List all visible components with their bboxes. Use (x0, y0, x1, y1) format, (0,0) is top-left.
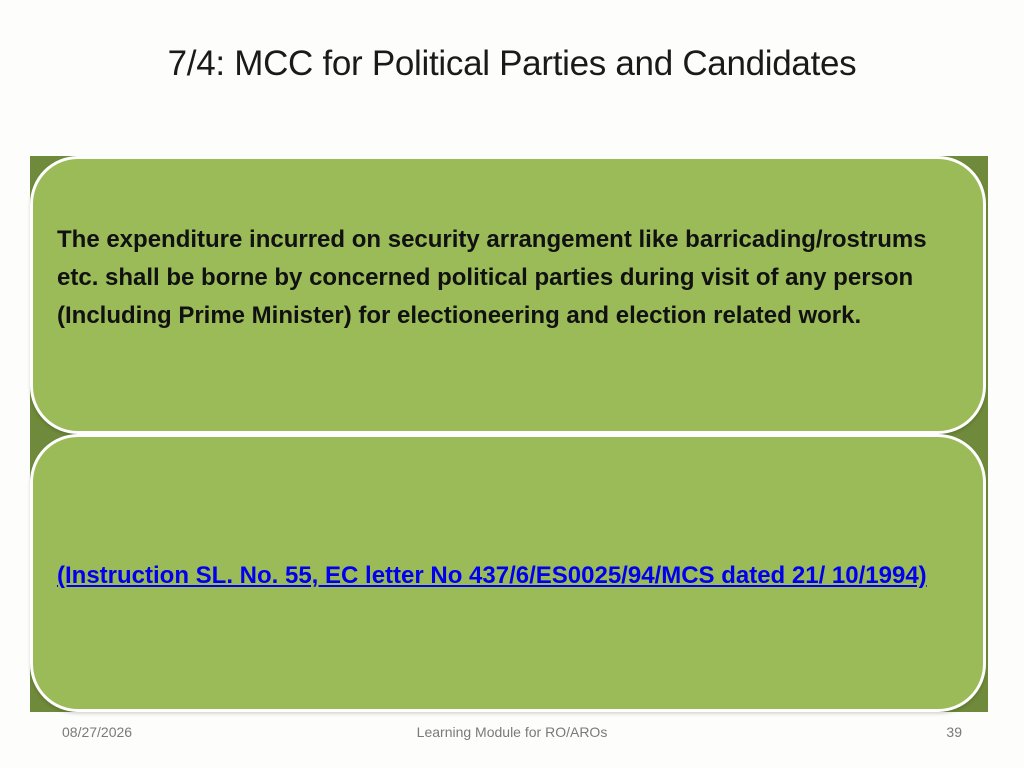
page-number: 39 (946, 724, 962, 740)
instruction-card (30, 156, 986, 434)
footer-date: 08/27/2026 (62, 724, 133, 740)
reference-link[interactable]: (Instruction SL. No. 55, EC letter No 437/6/ES0025/94/MCS dated 21/ 10/1994) (57, 562, 927, 589)
slide-title: 7/4: MCC for Political Parties and Candidates (167, 44, 857, 83)
instruction-text: The expenditure incurred on security arrangement like barricading/rostrums etc. shall be borne by concerned political parties during visit of any person (Including Prime Minister) for electioneering and election related work. (57, 226, 927, 329)
reference-card (30, 434, 986, 712)
footer-title: Learning Module for RO/AROs (416, 724, 608, 740)
